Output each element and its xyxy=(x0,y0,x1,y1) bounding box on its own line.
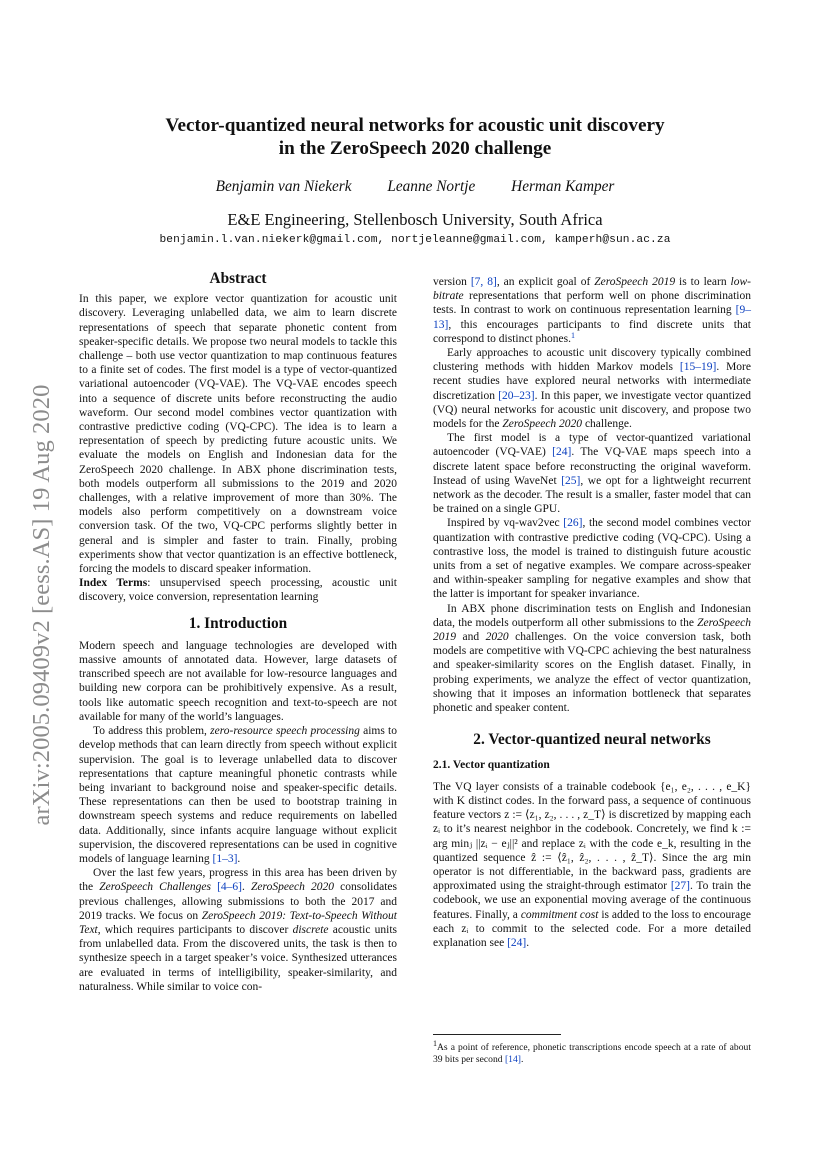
citation-link[interactable]: [1–3] xyxy=(212,852,238,865)
section-2-heading: 2. Vector-quantized neural networks xyxy=(473,731,711,749)
introduction-heading: 1. Introduction xyxy=(188,614,288,632)
arxiv-identifier: arXiv:2005.09409v2 [eess.AS] 19 Aug 2020 xyxy=(28,384,55,826)
citation-link[interactable]: [20–23] xyxy=(498,389,535,402)
vector-quantization-paragraph: The VQ layer consists of a trainable codebook {e₁, e₂, . . . , e_K} with K distinct codes. In the forward pass, a sequence of continuous feature vectors z := ⟨z₁, z₂, . . . , z_T⟩ is discretized by mapping each zᵢ to it’s nearest neighbor in the codebook. Concretely, we find k := arg minⱼ ||zᵢ − eⱼ||² and replace zᵢ with the code e_k, resulting in the quantized sequence ẑ := ⟨ẑ₁, ẑ₂, . . . , ẑ_T⟩. Since the arg min operator is not differentiable, in the backward pass, gradients are approximated using the straight-through estimator [27]. To train the codebook, we use an exponential moving average of the continuous features. Finally, a commitment cost is added to the loss to encourage each zᵢ to commit to the selected code. For a more detailed explanation see [24]. xyxy=(433,780,752,949)
affiliation: E&E Engineering, Stellenbosch University, South Africa xyxy=(227,210,603,229)
author-name: Herman Kamper xyxy=(511,178,615,195)
intro-paragraph-3: Over the last few years, progress in this area has been driven by the ZeroSpeech Challenges [4–6]. ZeroSpeech 2020 consolidates previous challenges, allowing submissions to both the 2017 and 2019 tracks. We focus on ZeroSpeech 2019: Text-to-Speech Without Text, which requires participants to discover discrete acoustic units from unlabelled data. From the discovered units, the task is then to synthesize speech in a target speaker’s voice. Synthesized utterances are evaluated in terms of intelligibility, speaker-similarity, and naturalness. While similar to voice con- xyxy=(79,867,398,993)
subsection-2-1-heading: 2.1. Vector quantization xyxy=(433,758,550,771)
citation-link[interactable]: [25] xyxy=(561,474,581,487)
author-name: Benjamin van Niekerk xyxy=(215,178,352,195)
citation-link[interactable]: [24] xyxy=(552,446,572,459)
intro-paragraph-2: To address this problem, zero-resource speech processing aims to develop methods that can learn directly from speech without explicit supervision. The goal is to leverage unlabelled data to discover representations that capture meaningful phonetic contrasts while being invariant to background noise and speaker-specific details. These representations can then be used to bootstrap training in downstream speech systems and reduce requirements on labelled data. Additionally, since infants acquire language without explicit supervision, the discovered representations can be used in cognitive models of language learning [1–3]. xyxy=(79,725,397,865)
right-paragraph-4: Inspired by vq-wav2vec [26], the second model combines vector quantization with contrastive predictive coding (VQ-CPC). Using a contrastive loss, the model is trained to distinguish future acoustic units from a set of negative examples. We compare across-speaker and within-speaker sampling for negative examples and show that the latter is important for speaker invariance. xyxy=(433,517,751,601)
citation-link[interactable]: [15–19] xyxy=(679,361,717,374)
footnote-number: 1 xyxy=(433,1039,437,1048)
right-paragraph-5: In ABX phone discrimination tests on English and Indonesian data, the models outperform all other submissions to the ZeroSpeech 2019 and 2020 challenges. On the voice conversion task, both models are competitive with VQ-CPC achieving the best naturalness and speaker-similarity scores on the English dataset. Finally, in probing experiments, we analyze the effect of vector quantization, showing that it imposes an information bottleneck that separates phonetic and speaker content. xyxy=(433,602,752,715)
citation-link[interactable]: [27] xyxy=(670,880,690,893)
abstract-text: In this paper, we explore vector quantization for acoustic unit discovery. Leveraging unlabelled data, we aim to learn discrete representations of speech that separate phonetic content from speaker-specific details. We propose two neural models to tackle this challenge – both use vector quantization to map continuous features to a finite set of codes. The first model is a type of vector-quantized variational autoencoder (VQ-VAE). The VQ-VAE encodes speech into a sequence of discrete units before reconstructing the audio waveform. Our second model combines vector quantization with contrastive predictive coding (VQ-CPC). The idea is to learn a representation of speech by predicting future acoustic units. We evaluate the models on English and Indonesian data for the ZeroSpeech 2020 challenge. In ABX phone discrimination tests, both models outperform all submissions to the 2019 and 2020 challenges, with a relative improvement of more than 30%. The models also perform competitively on a downstream voice conversion task. Of the two, VQ-CPC performs slightly better in general and is simpler and faster to train. Finally, probing experiments show that vector quantization is an effective bottleneck, forcing the models to discard speaker information. xyxy=(79,293,397,576)
intro-paragraph-1: Modern speech and language technologies are developed with massive amounts of annotated data. However, large datasets of transcribed speech are not available for low-resource languages and building new corpora can be prohibitively expensive. As a result, tools like automatic speech recognition and text-to-speech are not available for many of the world’s languages. xyxy=(79,639,397,723)
index-terms-text: : unsupervised speech processing, acoustic unit discovery, voice conversion, representation learning xyxy=(79,577,398,604)
right-paragraph-3: The first model is a type of vector-quantized variational autoencoder (VQ-VAE) [24]. The VQ-VAE maps speech into a discrete latent space before reconstructing the original waveform. Instead of using WaveNet [25], we opt for a lightweight recurrent network as the decoder. The result is a smaller, faster model that can be trained on a single GPU. xyxy=(433,432,752,516)
right-column xyxy=(433,275,751,950)
citation-link[interactable]: [4–6] xyxy=(217,881,242,894)
left-column xyxy=(79,272,397,994)
title-line-1: Vector-quantized neural networks for acoustic unit discovery xyxy=(165,115,665,136)
author-emails: benjamin.l.van.niekerk@gmail.com, nortjeleanne@gmail.com, kamperh@sun.ac.za xyxy=(159,234,671,246)
arxiv-sidebar xyxy=(14,345,70,865)
citation-link[interactable]: [7, 8] xyxy=(470,276,497,288)
author-list xyxy=(100,178,730,196)
right-paragraph-1: version [7, 8], an explicit goal of ZeroSpeech 2019 is to learn low-bitrate representations that perform well on phone discrimination tests. In contrast to work on continuous representation learning [9–13], this encourages participants to find discrete units that correspond to distinct phones.$^1$ xyxy=(433,276,751,345)
citation-link[interactable]: [24] xyxy=(507,936,527,949)
paper-title xyxy=(100,114,730,160)
citation-link[interactable]: [9–13] xyxy=(433,304,751,331)
title-line-2: in the ZeroSpeech 2020 challenge xyxy=(278,138,552,159)
index-terms xyxy=(79,576,397,604)
citation-link[interactable]: [26] xyxy=(563,517,583,530)
right-paragraph-2: Early approaches to acoustic unit discovery typically combined clustering methods with hidden Markov models [15–19]. More recent studies have explored neural networks with intermediate discretization [20–23]. In this paper, we investigate vector quantized (VQ) neural networks for acoustic unit discovery, and propose two models for the ZeroSpeech 2020 challenge. xyxy=(433,347,752,431)
footnote-marker[interactable]: 1 xyxy=(570,330,575,340)
citation-link[interactable]: [14] xyxy=(504,1054,521,1066)
footnote: $^1$As a point of reference, phonetic transcriptions encode speech at a rate of about 39 bits per second [14]. xyxy=(433,1039,751,1066)
index-terms-label: Index Terms xyxy=(79,577,148,590)
abstract-heading: Abstract xyxy=(209,270,267,287)
footnote-divider xyxy=(433,1034,561,1035)
author-name: Leanne Nortje xyxy=(387,178,476,195)
